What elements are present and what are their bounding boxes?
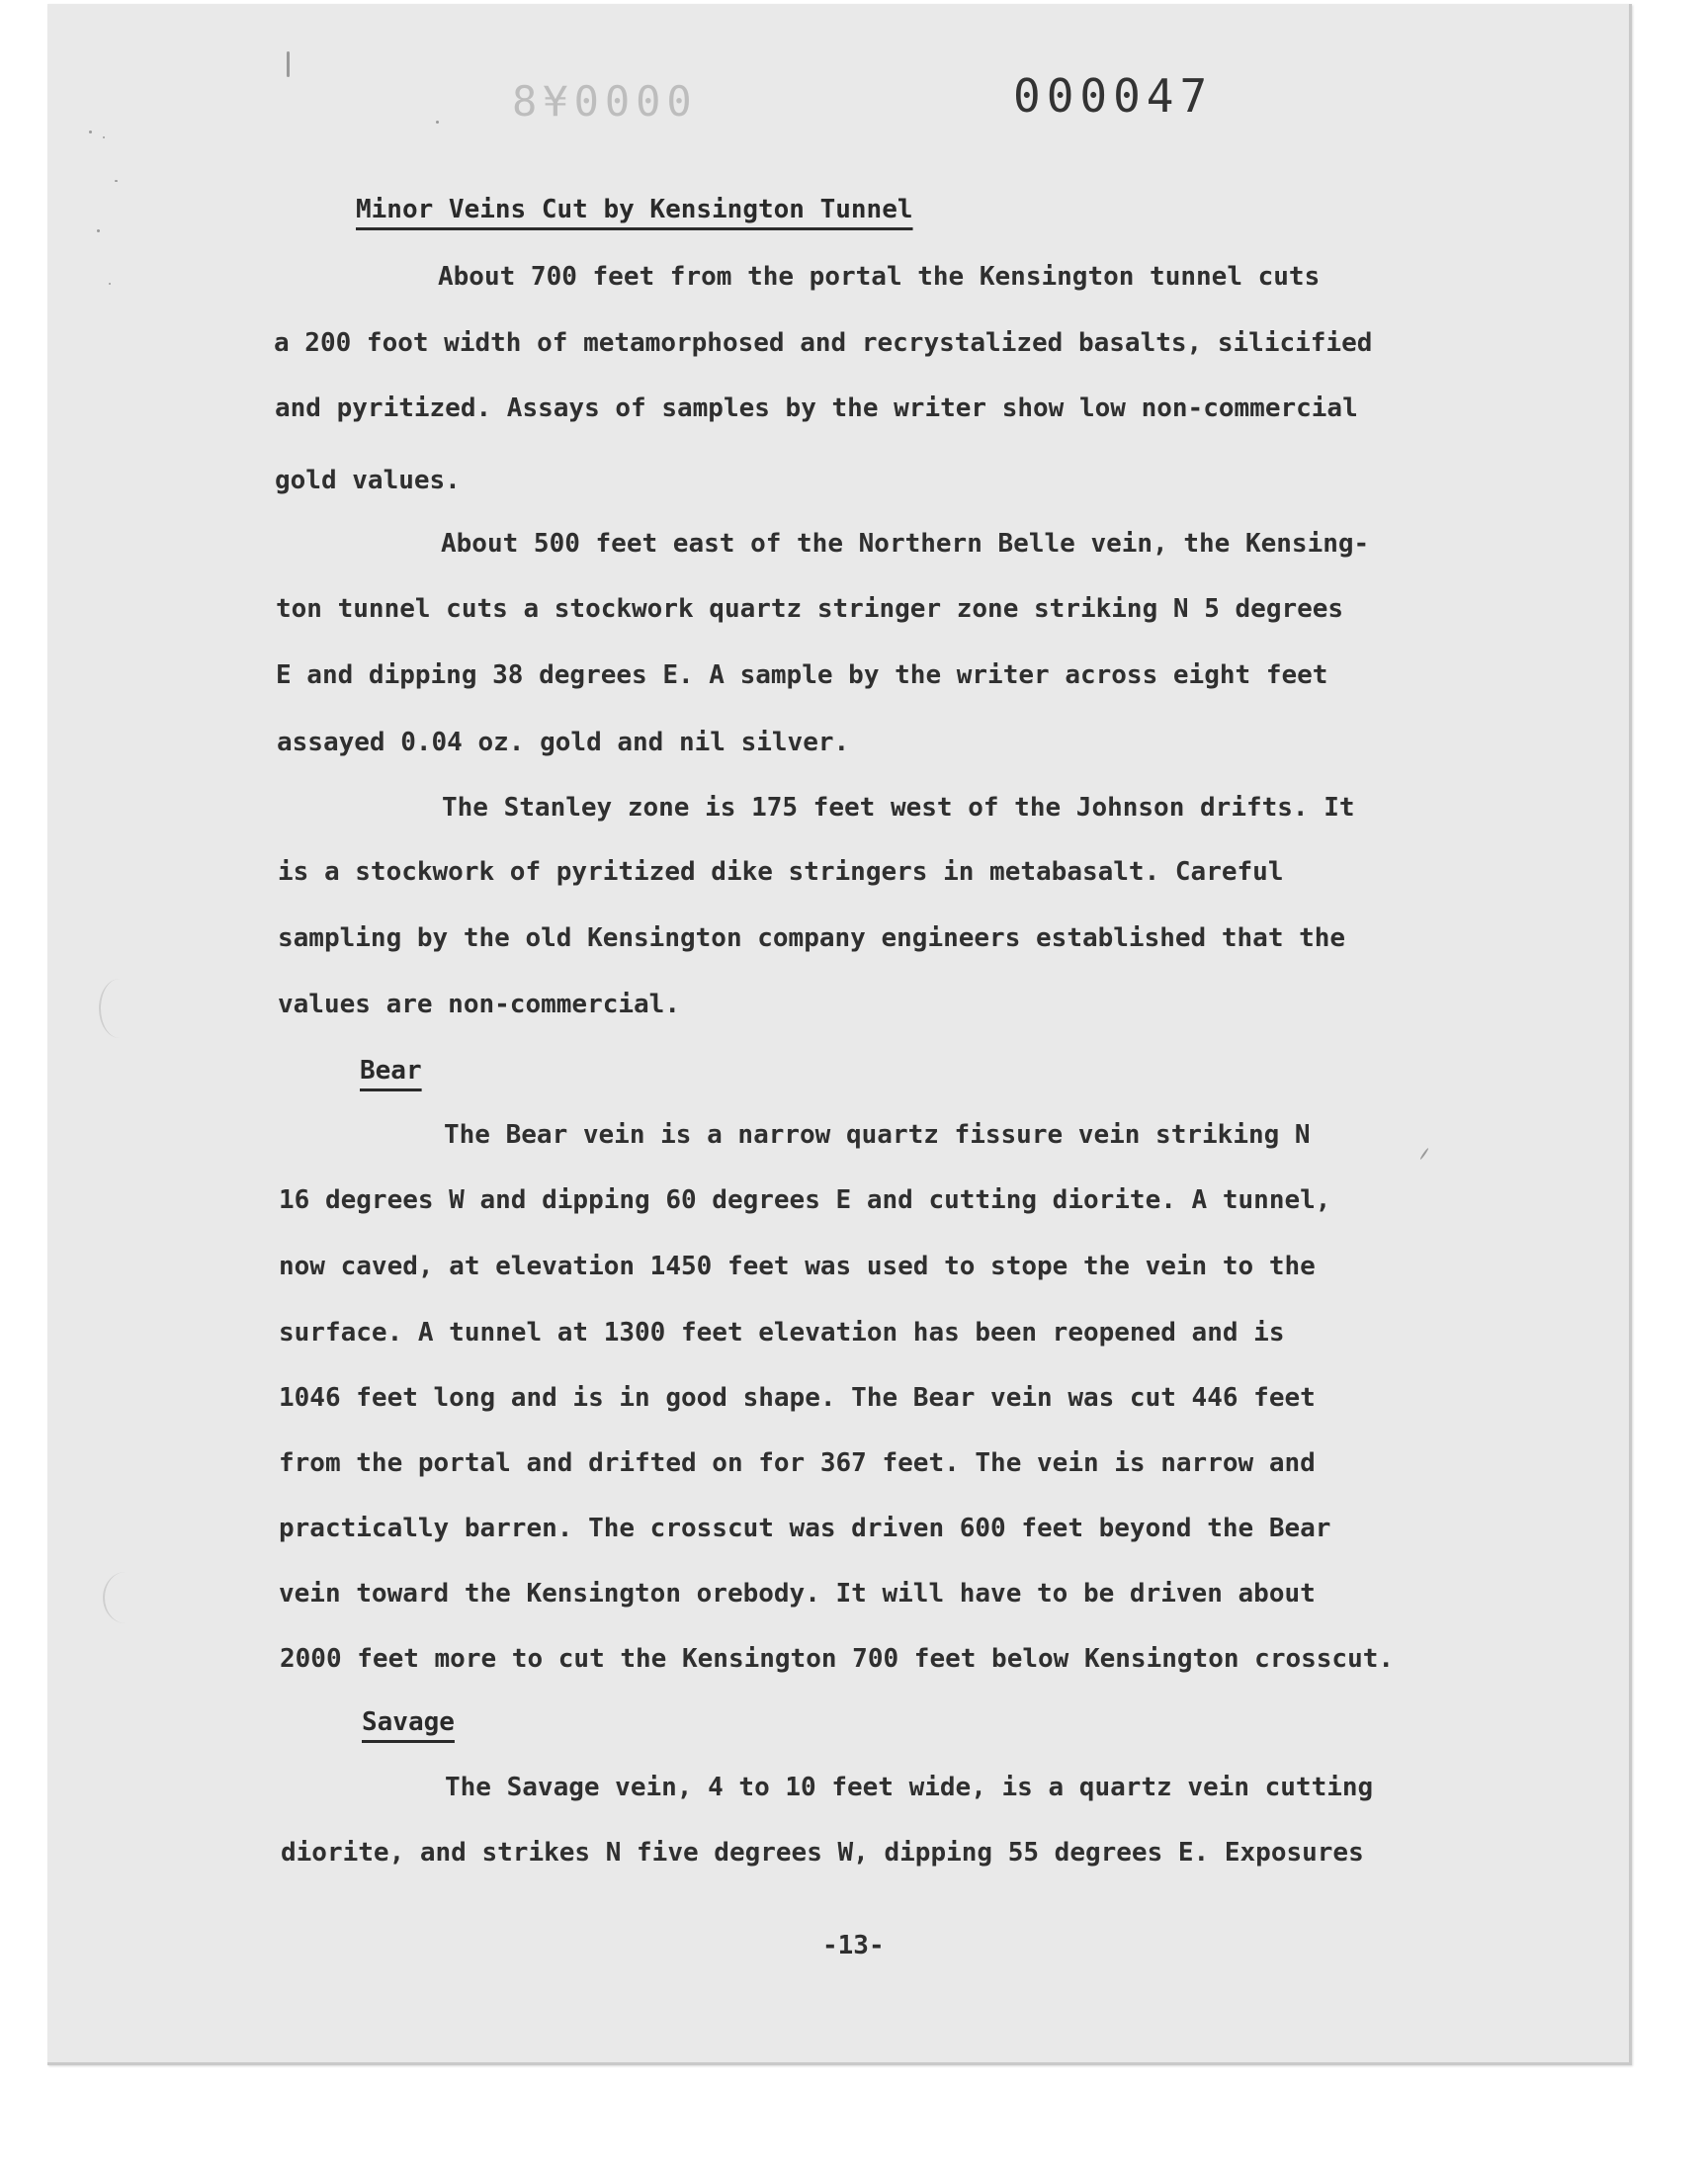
- text-line: ton tunnel cuts a stockwork quartz stringer zone striking N 5 degrees: [276, 594, 1344, 624]
- scan-speck: [89, 130, 92, 133]
- text-line: from the portal and drifted on for 367 feet. The vein is narrow and: [279, 1448, 1316, 1478]
- scan-speck: [109, 283, 111, 285]
- text-line: a 200 foot width of metamorphosed and recrystalized basalts, silicified: [274, 328, 1373, 358]
- text-line: The Savage vein, 4 to 10 feet wide, is a quartz vein cutting: [445, 1773, 1374, 1802]
- text-line: 16 degrees W and dipping 60 degrees E and cutting diorite. A tunnel,: [279, 1185, 1331, 1215]
- text-line: is a stockwork of pyritized dike stringers in metabasalt. Careful: [278, 857, 1284, 887]
- scan-speck: [103, 136, 105, 138]
- text-line: The Stanley zone is 175 feet west of the Johnson drifts. It: [442, 793, 1355, 823]
- text-line: About 500 feet east of the Northern Belle vein, the Kensing-: [441, 529, 1370, 559]
- text-line: assayed 0.04 oz. gold and nil silver.: [277, 728, 850, 757]
- text-line: surface. A tunnel at 1300 feet elevation has been reopened and is: [279, 1318, 1285, 1348]
- text-line: diorite, and strikes N five degrees W, dipping 55 degrees E. Exposures: [281, 1838, 1364, 1868]
- text-line: values are non-commercial.: [278, 990, 680, 1019]
- punch-hole-mark: [103, 1572, 148, 1623]
- section-heading-bear: Bear: [360, 1056, 422, 1086]
- text-line: vein toward the Kensington orebody. It will have to be driven about: [279, 1579, 1316, 1609]
- scan-mark: [287, 51, 290, 77]
- document-number: 000047: [1013, 69, 1214, 123]
- text-line: and pyritized. Assays of samples by the writer show low non-commercial: [275, 393, 1358, 423]
- scan-speck: [436, 121, 439, 124]
- text-line: 2000 feet more to cut the Kensington 700 feet below Kensington crosscut.: [280, 1644, 1395, 1674]
- scan-speck: [115, 180, 118, 182]
- ghost-document-number: 8¥0000: [512, 77, 698, 126]
- text-line: 1046 feet long and is in good shape. The Bear vein was cut 446 feet: [279, 1383, 1316, 1413]
- text-line: About 700 feet from the portal the Kensington tunnel cuts: [438, 262, 1321, 292]
- text-line: practically barren. The crosscut was driven 600 feet beyond the Bear: [279, 1514, 1331, 1543]
- section-heading-savage: Savage: [362, 1707, 455, 1737]
- punch-hole-mark: [99, 979, 140, 1038]
- page-number: -13-: [822, 1931, 885, 1960]
- text-line: E and dipping 38 degrees E. A sample by the writer across eight feet: [276, 660, 1328, 690]
- section-heading-minor-veins: Minor Veins Cut by Kensington Tunnel: [356, 195, 913, 224]
- text-line: now caved, at elevation 1450 feet was used to stope the vein to the: [279, 1252, 1316, 1281]
- text-line: sampling by the old Kensington company engineers established that the: [278, 923, 1346, 953]
- scan-speck: [97, 229, 100, 232]
- text-line: The Bear vein is a narrow quartz fissure vein striking N: [444, 1120, 1311, 1150]
- document-page: [47, 4, 1632, 2065]
- text-line: gold values.: [275, 466, 461, 495]
